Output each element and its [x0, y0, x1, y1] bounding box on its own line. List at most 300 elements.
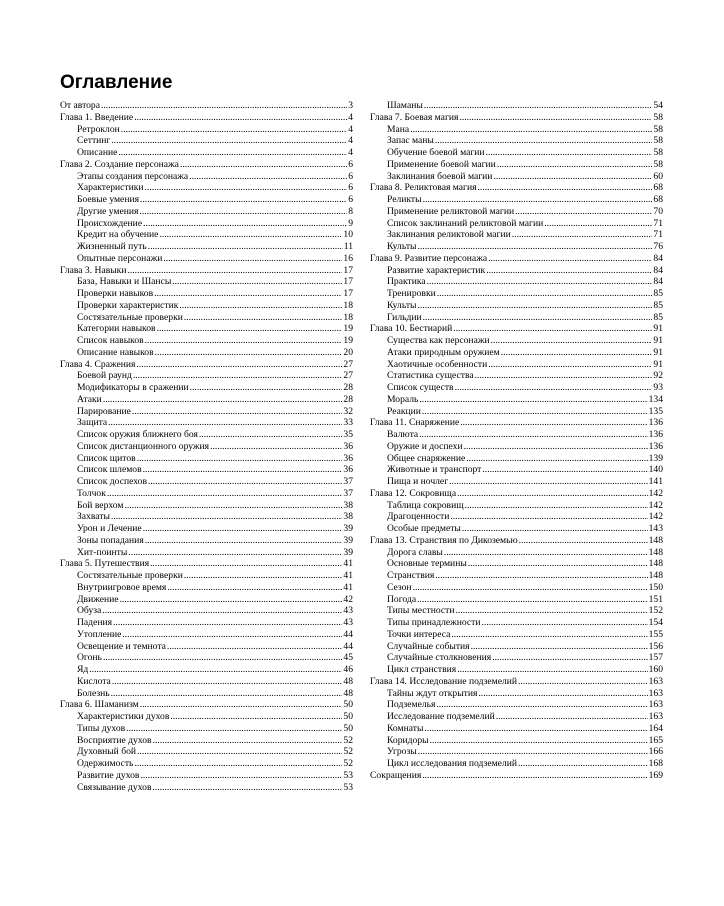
toc-subentry	[60, 676, 353, 688]
toc-entry-label: Защита	[77, 417, 108, 429]
toc-subentry	[60, 511, 353, 523]
dot-leader	[137, 746, 342, 758]
toc-entry-label: Шаманы	[387, 100, 423, 111]
toc-page-number: 37	[343, 487, 353, 499]
toc-page-number: 9	[348, 217, 353, 229]
toc-subentry	[370, 394, 663, 406]
toc-subentry	[370, 382, 663, 394]
dot-leader	[112, 676, 343, 688]
toc-page-number: 43	[343, 605, 353, 617]
dot-leader	[127, 265, 342, 277]
toc-subentry	[370, 582, 663, 594]
toc-entry-label: Список дистанционного оружия	[77, 440, 210, 452]
toc-entry-label: Заклинания реликтовой магии	[387, 229, 511, 241]
toc-entry-label: Проверки навыков	[77, 288, 154, 299]
toc-subentry	[370, 641, 663, 653]
toc-entry-label: Глава 3. Навыки	[60, 264, 127, 276]
toc-page-number: 91	[653, 346, 663, 358]
dot-leader	[457, 488, 648, 500]
toc-subentry	[370, 735, 663, 747]
toc-entry-label: Типы местности	[387, 605, 455, 617]
toc-subentry	[370, 758, 663, 770]
toc-entry-label: Развитие духов	[77, 769, 140, 781]
dot-leader	[145, 335, 343, 347]
toc-page-number: 6	[348, 170, 353, 182]
dot-leader	[108, 417, 342, 429]
toc-subentry	[60, 370, 353, 382]
toc-entry-label: Глава 13. Странствия по Дикоземью	[370, 534, 518, 546]
toc-page-number: 163	[648, 699, 663, 711]
toc-page-number: 41	[343, 558, 353, 570]
dot-leader	[113, 617, 342, 629]
dot-leader	[180, 159, 347, 171]
dot-leader	[419, 394, 647, 406]
toc-subentry	[60, 782, 353, 794]
toc-page-number: 38	[343, 499, 353, 511]
dot-leader	[145, 535, 343, 547]
toc-subentry	[370, 218, 663, 230]
dot-leader	[179, 300, 342, 312]
toc-chapter-entry	[370, 112, 663, 124]
dot-leader	[466, 453, 647, 465]
dot-leader	[184, 312, 343, 324]
toc-chapter-entry	[370, 488, 663, 500]
dot-leader	[102, 605, 342, 617]
toc-subentry	[370, 558, 663, 570]
toc-subentry	[370, 300, 663, 312]
toc-page-number: 142	[648, 511, 663, 523]
toc-subentry	[60, 770, 353, 782]
toc-entry-label: Список оружия ближнего боя	[77, 429, 198, 440]
toc-entry-label: Глава 9. Развитие персонажа	[370, 252, 488, 264]
toc-page-number: 27	[343, 358, 353, 370]
toc-subentry	[370, 652, 663, 664]
toc-entry-label: Тайны ждут открытия	[387, 687, 478, 699]
toc-page-number: 46	[343, 664, 353, 675]
toc-subentry	[60, 500, 353, 512]
toc-entry-label: Подземелья	[387, 699, 436, 711]
toc-subentry	[60, 617, 353, 629]
dot-leader	[496, 711, 648, 723]
toc-entry-label: Животные и транспорт	[387, 464, 482, 476]
toc-page-number: 53	[343, 769, 353, 781]
toc-page-number: 42	[343, 593, 353, 605]
toc-entry-label: Дорога славы	[387, 546, 443, 558]
toc-page-number: 140	[648, 464, 663, 476]
toc-subentry	[60, 417, 353, 429]
toc-page-number: 148	[648, 570, 663, 581]
toc-subentry	[60, 124, 353, 136]
toc-page-number: 52	[343, 734, 353, 746]
toc-entry-label: Этапы создания персонажа	[77, 170, 189, 182]
toc-entry-label: Список шлемов	[77, 464, 142, 476]
dot-leader	[155, 347, 343, 359]
toc-subentry	[60, 523, 353, 535]
toc-page-number: 37	[343, 476, 353, 487]
toc-subentry	[60, 652, 353, 664]
toc-entry-label: Странствия	[387, 570, 435, 581]
toc-subentry	[370, 370, 663, 382]
dot-leader	[111, 688, 343, 700]
toc-subentry	[60, 476, 353, 488]
dot-leader	[422, 770, 647, 782]
dot-leader	[449, 476, 647, 488]
toc-subentry	[370, 547, 663, 559]
toc-entry-label: Модификаторы в сражении	[77, 382, 189, 393]
dot-leader	[148, 241, 343, 253]
toc-page-number: 151	[648, 593, 663, 605]
toc-page-number: 58	[653, 123, 663, 135]
toc-subentry	[370, 500, 663, 512]
toc-entry-label: Характеристики	[77, 182, 144, 194]
toc-page-number: 165	[648, 734, 663, 746]
toc-entry-label: Глава 6. Шаманизм	[60, 699, 139, 711]
toc-entry-label: Внутриигровое время	[77, 581, 167, 593]
toc-entry-label: Боевой раунд	[77, 370, 132, 382]
dot-leader	[157, 323, 343, 335]
dot-leader	[430, 735, 648, 747]
toc-subentry	[370, 347, 663, 359]
toc-subentry	[60, 300, 353, 312]
toc-page-number: 52	[343, 758, 353, 769]
toc-entry-label: Глава 4. Сражения	[60, 358, 136, 370]
toc-page-number: 3	[348, 100, 353, 111]
toc-entry-label: Гильдии	[387, 311, 422, 323]
toc-page-number: 163	[648, 675, 663, 687]
toc-page-number: 28	[343, 382, 353, 393]
toc-chapter-entry	[370, 770, 663, 782]
toc-subentry	[370, 723, 663, 735]
toc-entry-label: Состязательные проверки	[77, 570, 183, 581]
toc-subentry	[370, 570, 663, 582]
toc-entry-label: Кислота	[77, 675, 111, 687]
toc-subentry	[370, 276, 663, 288]
toc-page-number: 152	[648, 605, 663, 617]
toc-page-number: 39	[343, 523, 353, 534]
toc-entry-label: Развитие характеристик	[387, 264, 486, 276]
toc-entry-label: Происхождение	[77, 217, 143, 229]
dot-leader	[143, 464, 343, 476]
toc-entry-label: Глава 8. Реликтовая магия	[370, 182, 477, 194]
dot-leader	[444, 547, 648, 559]
toc-subentry	[370, 441, 663, 453]
toc-page-number: 142	[648, 487, 663, 499]
dot-leader	[145, 182, 348, 194]
toc-entry-label: Коридоры	[387, 734, 429, 746]
toc-chapter-entry	[60, 558, 353, 570]
toc-subentry	[370, 406, 663, 418]
toc-entry-label: Сеттинг	[77, 135, 111, 147]
toc-subentry	[60, 194, 353, 206]
dot-leader	[488, 253, 652, 265]
dot-leader	[163, 253, 342, 265]
toc-page-number: 17	[343, 288, 353, 299]
toc-page-number: 85	[653, 288, 663, 299]
toc-page-number: 71	[653, 217, 663, 229]
toc-page-number: 155	[648, 628, 663, 640]
toc-subentry	[370, 335, 663, 347]
toc-chapter-entry	[370, 676, 663, 688]
toc-subentry	[60, 441, 353, 453]
dot-leader	[455, 382, 653, 394]
toc-subentry	[370, 617, 663, 629]
toc-subentry	[370, 359, 663, 371]
dot-leader	[417, 594, 648, 606]
dot-leader	[460, 417, 647, 429]
toc-entry-label: Освещение и темнота	[77, 640, 166, 652]
toc-subentry	[60, 723, 353, 735]
dot-leader	[515, 206, 652, 218]
toc-page-number: 166	[648, 746, 663, 758]
toc-page-number: 10	[343, 229, 353, 241]
toc-page-number: 4	[348, 147, 353, 158]
dot-leader	[150, 558, 342, 570]
toc-entry-label: Цикл исследования подземелий	[387, 758, 517, 769]
dot-leader	[486, 147, 653, 159]
toc-chapter-entry	[370, 253, 663, 265]
toc-page-number: 136	[648, 417, 663, 429]
dot-leader	[501, 347, 653, 359]
toc-entry-label: Случайные события	[387, 640, 470, 652]
dot-leader	[136, 359, 342, 371]
toc-subentry	[60, 241, 353, 253]
dot-leader	[437, 288, 653, 300]
toc-entry-label: Оружие и доспехи	[387, 440, 463, 452]
dot-leader	[167, 641, 342, 653]
toc-entry-label: Захваты	[77, 511, 110, 523]
toc-entry-label: Заклинания боевой магии	[387, 170, 493, 182]
toc-page-number: 58	[653, 147, 663, 158]
toc-page-number: 84	[653, 264, 663, 276]
toc-entry-label: Сезон	[387, 581, 412, 593]
toc-entry-label: Кредит на обучение	[77, 229, 159, 241]
toc-page-number: 20	[343, 346, 353, 358]
toc-subentry	[60, 406, 353, 418]
dot-leader	[464, 441, 648, 453]
dot-leader	[468, 558, 648, 570]
dot-leader	[143, 218, 347, 230]
dot-leader	[199, 429, 343, 441]
toc-subentry	[60, 582, 353, 594]
toc-chapter-entry	[60, 112, 353, 124]
toc-entry-label: Список навыков	[77, 335, 144, 346]
toc-page-number: 54	[653, 100, 663, 111]
toc-chapter-entry	[60, 159, 353, 171]
dot-leader	[172, 276, 342, 288]
toc-entry-label: Характеристики духов	[77, 711, 170, 722]
toc-page-number: 60	[653, 170, 663, 182]
toc-entry-label: Глава 14. Исследование подземелий	[370, 675, 518, 687]
toc-page-number: 58	[653, 111, 663, 123]
toc-page-number: 160	[648, 664, 663, 675]
dot-leader	[427, 276, 653, 288]
toc-page-number: 70	[653, 205, 663, 217]
toc-entry-label: Духовный бой	[77, 746, 137, 758]
toc-page-number: 168	[648, 758, 663, 769]
toc-entry-label: Применение боевой магии	[387, 158, 496, 170]
dot-leader	[518, 758, 648, 770]
dot-leader	[423, 312, 653, 324]
toc-entry-label: Применение реликтовой магии	[387, 205, 515, 217]
toc-page-number: 19	[343, 323, 353, 335]
toc-page-number: 148	[648, 534, 663, 546]
dot-leader	[482, 617, 648, 629]
toc-entry-label: Валюта	[387, 429, 419, 440]
toc-subentry	[60, 135, 353, 147]
toc-entry-label: Обучение боевой магии	[387, 147, 485, 158]
dot-leader	[101, 100, 347, 112]
toc-entry-label: Яд	[77, 664, 89, 675]
toc-page-number: 39	[343, 534, 353, 546]
toc-page-number: 17	[343, 276, 353, 288]
dot-leader	[210, 441, 342, 453]
toc-entry-label: Статистика существа	[387, 370, 474, 382]
toc-entry-label: Типы принадлежности	[387, 617, 481, 628]
toc-page-number: 11	[343, 241, 353, 252]
toc-page-number: 157	[648, 652, 663, 664]
toc-page-number: 36	[343, 440, 353, 452]
toc-page-number: 148	[648, 558, 663, 570]
toc-subentry	[60, 488, 353, 500]
toc-page-number: 93	[653, 382, 663, 393]
toc-subentry	[370, 711, 663, 723]
toc-entry-label: Бой верхом	[77, 499, 124, 511]
toc-subentry	[60, 641, 353, 653]
toc-page-number: 68	[653, 194, 663, 205]
dot-leader	[457, 664, 647, 676]
dot-leader	[152, 782, 342, 794]
dot-leader	[497, 159, 653, 171]
toc-subentry	[370, 746, 663, 758]
toc-entry-label: Глава 2. Создание персонажа	[60, 158, 179, 170]
dot-leader	[436, 699, 647, 711]
toc-subentry	[60, 453, 353, 465]
toc-subentry	[60, 746, 353, 758]
dot-leader	[111, 135, 347, 147]
dot-leader	[462, 523, 648, 535]
toc-subentry	[370, 312, 663, 324]
toc-entry-label: Список щитов	[77, 452, 136, 464]
dot-leader	[450, 511, 647, 523]
toc-chapter-entry	[60, 359, 353, 371]
toc-entry-label: Общее снаряжение	[387, 452, 466, 464]
dot-leader	[128, 547, 342, 559]
toc-subentry	[370, 511, 663, 523]
page-title: Оглавление	[60, 72, 173, 93]
toc-page-number: 85	[653, 311, 663, 323]
toc-entry-label: Комнаты	[387, 722, 424, 734]
toc-page-number: 39	[343, 546, 353, 558]
toc-page-number: 163	[648, 687, 663, 699]
toc-chapter-entry	[370, 535, 663, 547]
toc-entry-label: Движение	[77, 593, 119, 605]
toc-subentry	[60, 288, 353, 300]
dot-leader	[121, 124, 347, 136]
toc-page-number: 18	[343, 299, 353, 311]
dot-leader	[126, 723, 342, 735]
toc-entry-label: Глава 5. Путешествия	[60, 558, 150, 570]
toc-page-number: 135	[648, 405, 663, 417]
toc-page-number: 141	[648, 476, 663, 487]
toc-subentry	[370, 464, 663, 476]
toc-page-number: 4	[348, 135, 353, 147]
dot-leader	[478, 688, 647, 700]
dot-leader	[124, 500, 342, 512]
toc-entry-label: Драгоценности	[387, 511, 450, 523]
toc-subentry	[60, 464, 353, 476]
toc-page-number: 36	[343, 452, 353, 464]
toc-page-number: 41	[343, 570, 353, 581]
toc-page-number: 27	[343, 370, 353, 382]
toc-subentry	[60, 206, 353, 218]
toc-page-number: 44	[343, 628, 353, 640]
toc-page-number: 17	[343, 264, 353, 276]
dot-leader	[133, 370, 343, 382]
dot-leader	[419, 429, 647, 441]
toc-page-number: 68	[653, 182, 663, 194]
toc-entry-label: Реликты	[387, 194, 422, 205]
toc-subentry	[370, 159, 663, 171]
toc-subentry	[370, 594, 663, 606]
dot-leader	[413, 582, 648, 594]
toc-page-number: 84	[653, 252, 663, 264]
dot-leader	[423, 194, 653, 206]
toc-entry-label: Проверки характеристик	[77, 299, 179, 311]
toc-subentry	[60, 218, 353, 230]
toc-entry-label: Глава 1. Введение	[60, 111, 134, 123]
toc-subentry	[60, 229, 353, 241]
dot-leader	[475, 370, 653, 382]
toc-subentry	[370, 229, 663, 241]
dot-leader	[451, 629, 647, 641]
dot-leader	[519, 535, 648, 547]
toc-entry-label: От автора	[60, 100, 100, 111]
dot-leader	[107, 488, 343, 500]
toc-page-number: 58	[653, 135, 663, 147]
toc-subentry	[370, 629, 663, 641]
dot-leader	[456, 605, 648, 617]
toc-page-number: 52	[343, 746, 353, 758]
toc-entry-label: Падения	[77, 617, 113, 628]
toc-entry-label: Сокращения	[370, 769, 422, 781]
toc-entry-label: Атаки природным оружием	[387, 346, 500, 358]
toc-subentry	[60, 276, 353, 288]
toc-entry-label: Таблица сокровищ	[387, 499, 464, 511]
toc-entry-label: Глава 10. Бестиарий	[370, 323, 453, 335]
dot-leader	[154, 288, 342, 300]
toc-entry-label: Исследование подземелий	[387, 711, 495, 722]
toc-page-number: 50	[343, 711, 353, 722]
toc-entry-label: Ретроклон	[77, 123, 120, 135]
toc-page-number: 156	[648, 640, 663, 652]
toc-subentry	[370, 171, 663, 183]
toc-page-number: 38	[343, 511, 353, 523]
toc-page-number: 33	[343, 417, 353, 429]
toc-chapter-entry	[370, 417, 663, 429]
dot-leader	[103, 652, 342, 664]
dot-leader	[159, 229, 342, 241]
toc-entry-label: Болезнь	[77, 687, 110, 699]
toc-page-number: 45	[343, 652, 353, 664]
toc-entry-label: Связывание духов	[77, 781, 152, 793]
toc-subentry	[60, 347, 353, 359]
dot-leader	[418, 241, 653, 253]
dot-leader	[491, 335, 653, 347]
dot-leader	[189, 171, 347, 183]
toc-subentry	[60, 570, 353, 582]
dot-leader	[418, 746, 648, 758]
toc-page-number: 19	[343, 335, 353, 346]
